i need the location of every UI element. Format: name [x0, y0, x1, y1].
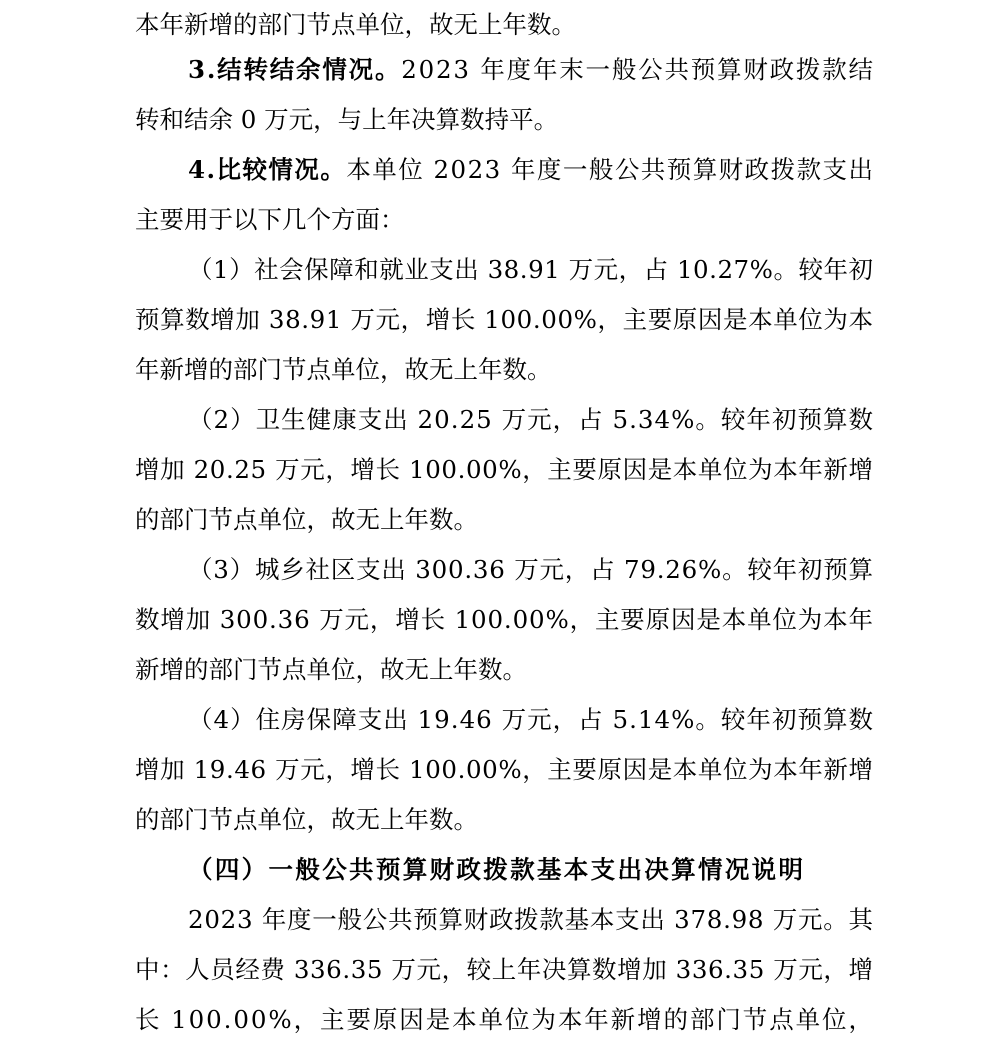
body-text: 数增加 300.36 万元，增长 100.00%，主要原因是本单位为本年 [135, 605, 874, 634]
text-line [135, 195, 1000, 245]
text-line [188, 695, 1000, 745]
body-text: 2023 年度年末一般公共预算财政拨款结 [401, 55, 875, 84]
text-line [188, 845, 1000, 895]
body-text: 2023 年度一般公共预算财政拨款基本支出 378.98 万元。其 [188, 905, 874, 934]
text-line [135, 645, 1000, 695]
body-text: 长 100.00%，主要原因是本单位为本年新增的部门节点单位， [135, 1005, 875, 1034]
body-text: 增加 20.25 万元，增长 100.00%，主要原因是本单位为本年新增 [135, 455, 874, 484]
heading-text: （四）一般公共预算财政拨款基本支出决算情况说明 [188, 855, 806, 884]
body-text: 转和结余 0 万元，与上年决算数持平。 [135, 105, 559, 134]
body-text: 预算数增加 38.91 万元，增长 100.00%，主要原因是本单位为本 [135, 305, 874, 334]
text-line [188, 145, 1000, 195]
body-text: 本年新增的部门节点单位，故无上年数。 [135, 10, 576, 39]
body-text: （3）城乡社区支出 300.36 万元，占 79.26%。较年初预算 [188, 555, 874, 584]
heading-text: 4.比较情况。 [188, 155, 347, 184]
body-text: 新增的部门节点单位，故无上年数。 [135, 655, 527, 684]
text-line [188, 895, 1000, 945]
body-text: （4）住房保障支出 19.46 万元，占 5.14%。较年初预算数 [188, 705, 875, 734]
text-line [135, 295, 1000, 345]
text-line [135, 745, 1000, 795]
body-text: 主要用于以下几个方面： [135, 205, 405, 234]
text-line [188, 395, 1000, 445]
text-line [135, 495, 1000, 545]
body-text: 的部门节点单位，故无上年数。 [135, 505, 478, 534]
text-line [135, 595, 1000, 645]
text-line [135, 945, 1000, 995]
text-line [135, 995, 1000, 1045]
body-text: 的部门节点单位，故无上年数。 [135, 805, 478, 834]
text-line [135, 95, 1000, 145]
text-line [135, 345, 1000, 395]
body-text: （1）社会保障和就业支出 38.91 万元，占 10.27%。较年初 [188, 255, 874, 284]
body-text: 年新增的部门节点单位，故无上年数。 [135, 355, 552, 384]
text-line [135, 445, 1000, 495]
body-text: 中：人员经费 336.35 万元，较上年决算数增加 336.35 万元，增 [135, 955, 874, 984]
text-line [188, 45, 1000, 95]
heading-text: 3.结转结余情况。 [188, 55, 402, 84]
body-text: 增加 19.46 万元，增长 100.00%，主要原因是本单位为本年新增 [135, 755, 874, 784]
text-line [188, 245, 1000, 295]
text-line [135, 795, 1000, 845]
body-text: 本单位 2023 年度一般公共预算财政拨款支出 [346, 155, 875, 184]
text-line [188, 545, 1000, 595]
body-text: （2）卫生健康支出 20.25 万元，占 5.34%。较年初预算数 [188, 405, 875, 434]
text-line [135, 0, 1000, 50]
